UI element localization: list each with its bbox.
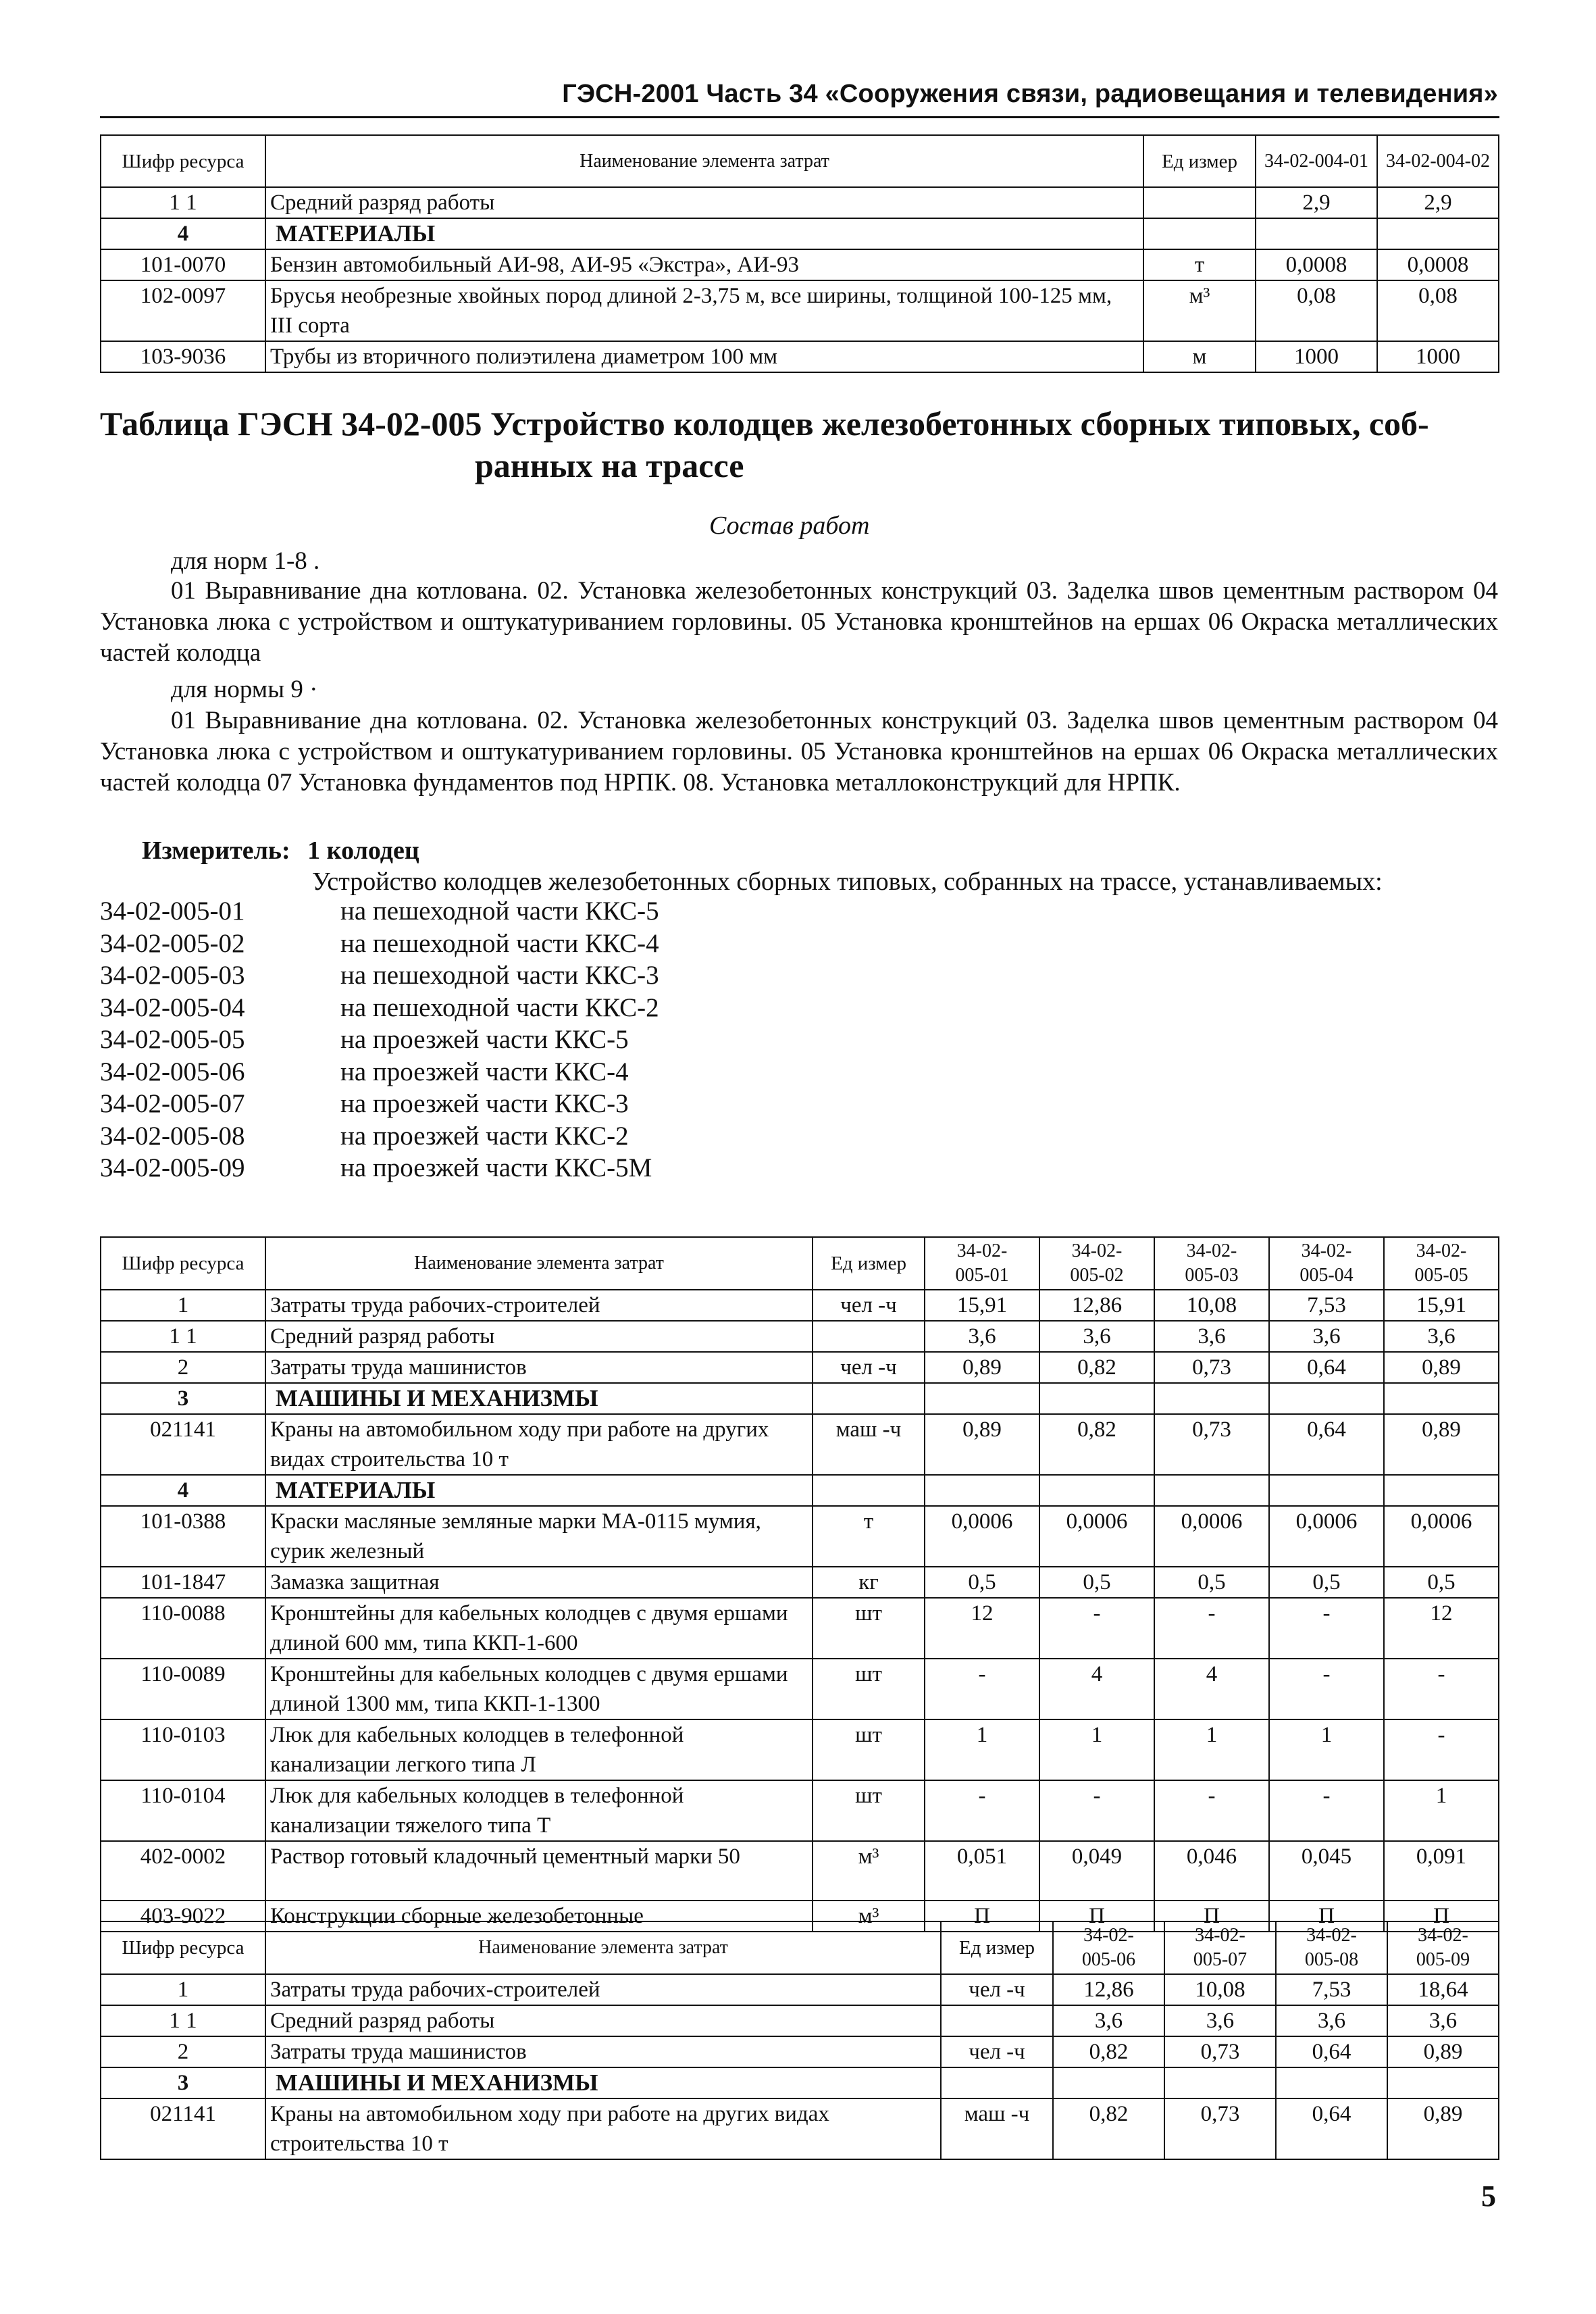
norm-text: на проезжей части ККС-3: [340, 1089, 629, 1118]
header-code-line: 34-02-: [956, 1240, 1008, 1261]
cell-value: 1: [925, 1719, 1039, 1780]
section-title: [100, 403, 1498, 486]
cell-unit: маш -ч: [941, 2098, 1053, 2159]
norm-code: 34-02-005-09: [100, 1153, 245, 1182]
cell-value: 4: [1154, 1659, 1269, 1719]
cell-value: 0,08: [1377, 280, 1499, 341]
col-header-norm: [1154, 1237, 1269, 1290]
table-34-02-005-part1: [100, 1236, 1499, 1932]
cell-value: -: [1154, 1780, 1269, 1841]
cell-value: [1269, 1475, 1384, 1506]
cell-unit: кг: [813, 1567, 925, 1598]
cell-value: 7,53: [1269, 1290, 1384, 1321]
cell-unit: м: [1143, 341, 1256, 372]
cell-value: [1269, 1383, 1384, 1414]
col-header-norm: 34-02-004-01: [1256, 135, 1377, 187]
header-code-line: 34-02-: [1195, 1925, 1245, 1946]
header-code-line: 005-07: [1193, 1949, 1247, 1970]
header-code-line: 34-02-: [1416, 1240, 1467, 1261]
cell-name: Конструкции сборные железобетонные: [265, 1901, 813, 1932]
cell-value: 12,86: [1039, 1290, 1154, 1321]
cell-value: 18,64: [1387, 1974, 1499, 2005]
cell-name: Средний разряд работы: [265, 2005, 941, 2036]
list-item: [100, 1120, 659, 1153]
col-header-norm: [1276, 1921, 1387, 1974]
cell-name: Средний разряд работы: [265, 1321, 813, 1352]
cell-value: [925, 1383, 1039, 1414]
cell-name: Кронштейны для кабельных колодцев с двумя ершами длиной 600 мм, типа ККП-1-600: [265, 1598, 813, 1659]
cell-name: Раствор готовый кладочный цементный марки 50: [265, 1841, 813, 1901]
cell-value: [1384, 1383, 1499, 1414]
cell-value: 0,091: [1384, 1841, 1499, 1901]
cell-value: [1053, 2067, 1164, 2098]
cell-name: Люк для кабельных колодцев в телефонной канализации тяжелого типа Т: [265, 1780, 813, 1841]
cell-value: 1: [1039, 1719, 1154, 1780]
cell-value: 15,91: [1384, 1290, 1499, 1321]
cell-value: 2,9: [1256, 187, 1377, 218]
table-body: [101, 1290, 1499, 1932]
cell-value: 1: [1384, 1780, 1499, 1841]
section-title-line: ранных на трассе: [475, 447, 744, 484]
cell-code: 3: [101, 1383, 265, 1414]
col-header-code: Шифр ресурса: [101, 1237, 265, 1290]
cell-value: 1000: [1256, 341, 1377, 372]
cell-unit: шт: [813, 1659, 925, 1719]
header-code-line: 005-01: [955, 1265, 1009, 1286]
cell-value: 0,0006: [1384, 1506, 1499, 1567]
cell-name: Трубы из вторичного полиэтилена диаметром 100 мм: [265, 341, 1143, 372]
norm-text: на проезжей части ККС-4: [340, 1057, 629, 1086]
cell-code: 1: [101, 1290, 265, 1321]
cell-value: 0,045: [1269, 1841, 1384, 1901]
norm-text: на пешеходной части ККС-3: [340, 961, 659, 990]
norm-text: на пешеходной части ККС-5: [340, 897, 659, 926]
col-header-norm: [1384, 1237, 1499, 1290]
list-item: [100, 895, 659, 928]
cell-value: 1: [1154, 1719, 1269, 1780]
cell-code: 110-0088: [101, 1598, 265, 1659]
cell-unit: [813, 1321, 925, 1352]
cell-value: 0,82: [1053, 2098, 1164, 2159]
cell-unit: шт: [813, 1719, 925, 1780]
cell-value: 10,08: [1164, 1974, 1276, 2005]
cell-value: 3,6: [1384, 1321, 1499, 1352]
table-header-row: [101, 1237, 1499, 1290]
cell-unit: [813, 1383, 925, 1414]
cell-value: [1164, 2067, 1276, 2098]
header-rule: [100, 116, 1499, 118]
meter-label: Измеритель:: [142, 836, 290, 865]
page-number: 5: [1481, 2180, 1496, 2213]
cell-value: 3,6: [925, 1321, 1039, 1352]
cell-name: Замазка защитная: [265, 1567, 813, 1598]
cell-code: 1 1: [101, 187, 265, 218]
norm-code: 34-02-005-04: [100, 992, 245, 1022]
work-composition-text: 01 Выравнивание дна котлована. 02. Установка железобетонных конструкций 03. Заделка швов цементным раствором 04 Установка люка с устройством и оштукатуриванием горловины. 05 Установка кронштейнов на ершах 06 Окраска металлических частей колодца: [100, 577, 1498, 667]
col-header-unit: Ед измер: [1143, 135, 1256, 187]
cell-unit: чел -ч: [941, 2036, 1053, 2067]
cell-value: 1000: [1377, 341, 1499, 372]
cell-value: 3,6: [1269, 1321, 1384, 1352]
cell-value: -: [1269, 1659, 1384, 1719]
table-row: [101, 1383, 1499, 1414]
cell-code: 2: [101, 1352, 265, 1383]
cell-code: 1 1: [101, 2005, 265, 2036]
list-item: [100, 992, 659, 1024]
cell-value: 0,82: [1053, 2036, 1164, 2067]
norm-text: на проезжей части ККС-5М: [340, 1153, 652, 1182]
cell-value: -: [1384, 1719, 1499, 1780]
cell-value: П: [925, 1901, 1039, 1932]
table-body: [101, 1974, 1499, 2159]
cell-name: Затраты труда машинистов: [265, 2036, 941, 2067]
cell-unit: т: [1143, 249, 1256, 280]
cell-value: 0,5: [925, 1567, 1039, 1598]
cell-value: 0,89: [1384, 1352, 1499, 1383]
cell-value: 1: [1269, 1719, 1384, 1780]
cell-name: Средний разряд работы: [265, 187, 1143, 218]
cell-unit: [1143, 218, 1256, 249]
table-row: [101, 1475, 1499, 1506]
norm-text: на проезжей части ККС-2: [340, 1121, 629, 1151]
cell-unit: м³: [813, 1901, 925, 1932]
cell-name: Люк для кабельных колодцев в телефонной канализации легкого типа Л: [265, 1719, 813, 1780]
header-code-line: 005-05: [1414, 1265, 1468, 1286]
table-row: [101, 2036, 1499, 2067]
header-code-line: 005-08: [1304, 1949, 1359, 1970]
cell-value: [925, 1475, 1039, 1506]
cell-code: 103-9036: [101, 341, 265, 372]
cell-value: [1387, 2067, 1499, 2098]
list-item: [100, 1024, 659, 1056]
cell-section-title: МАТЕРИАЛЫ: [265, 218, 1143, 249]
cell-code: 102-0097: [101, 280, 265, 341]
cell-value: -: [1384, 1659, 1499, 1719]
cell-section-title: МАТЕРИАЛЫ: [265, 1475, 813, 1506]
cell-unit: чел -ч: [813, 1352, 925, 1383]
col-header-code: Шифр ресурса: [101, 135, 265, 187]
cell-value: [1377, 218, 1499, 249]
norm-list: [100, 895, 659, 1184]
cell-value: 0,82: [1039, 1414, 1154, 1475]
norm-code: 34-02-005-06: [100, 1057, 245, 1086]
cell-name: Затраты труда рабочих-строителей: [265, 1974, 941, 2005]
header-code-line: 34-02-: [1083, 1925, 1134, 1946]
cell-value: -: [1039, 1598, 1154, 1659]
cell-value: [1384, 1475, 1499, 1506]
cell-value: 0,046: [1154, 1841, 1269, 1901]
table-row: [101, 341, 1499, 372]
cell-value: 0,0006: [1039, 1506, 1154, 1567]
cell-name: Краны на автомобильном ходу при работе на других видах строительства 10 т: [265, 2098, 941, 2159]
cell-value: 0,08: [1256, 280, 1377, 341]
table-row: [101, 218, 1499, 249]
cell-value: П: [1269, 1901, 1384, 1932]
header-code-line: 005-03: [1185, 1265, 1239, 1286]
cell-value: 0,89: [1384, 1414, 1499, 1475]
cell-value: [1154, 1475, 1269, 1506]
col-header-norm: [1269, 1237, 1384, 1290]
cell-unit: [1143, 187, 1256, 218]
norm-code: 34-02-005-03: [100, 961, 245, 990]
table-row: [101, 280, 1499, 341]
cell-unit: чел -ч: [941, 1974, 1053, 2005]
table-row: [101, 1567, 1499, 1598]
col-header-unit: Ед измер: [813, 1237, 925, 1290]
cell-unit: [813, 1475, 925, 1506]
cell-value: 0,89: [1387, 2036, 1499, 2067]
running-header: ГЭСН-2001 Часть 34 «Сооружения связи, радиовещания и телевидения»: [562, 80, 1498, 108]
cell-value: 12: [925, 1598, 1039, 1659]
cell-value: 0,5: [1269, 1567, 1384, 1598]
cell-value: 0,5: [1039, 1567, 1154, 1598]
list-item: [100, 1056, 659, 1088]
list-item: [100, 959, 659, 992]
table-row: [101, 1659, 1499, 1719]
cell-value: 0,5: [1384, 1567, 1499, 1598]
cell-code: 402-0002: [101, 1841, 265, 1901]
cell-value: 3,6: [1053, 2005, 1164, 2036]
norm-code: 34-02-005-02: [100, 928, 245, 958]
cell-value: 0,051: [925, 1841, 1039, 1901]
list-item: [100, 1152, 659, 1184]
cell-section-title: МАШИНЫ И МЕХАНИЗМЫ: [265, 1383, 813, 1414]
table-row: [101, 1974, 1499, 2005]
table-row: [101, 2098, 1499, 2159]
cell-unit: т: [813, 1506, 925, 1567]
cell-value: 0,64: [1269, 1352, 1384, 1383]
cell-code: 021141: [101, 1414, 265, 1475]
header-code-line: 005-02: [1070, 1265, 1124, 1286]
cell-unit: м³: [1143, 280, 1256, 341]
cell-value: -: [1154, 1598, 1269, 1659]
meter-value: 1 колодец: [307, 836, 419, 865]
cell-value: 3,6: [1039, 1321, 1154, 1352]
table-row: [101, 1290, 1499, 1321]
cell-value: -: [1269, 1598, 1384, 1659]
cell-value: 0,0008: [1377, 249, 1499, 280]
norms-label: для норм 1-8 .: [171, 547, 320, 575]
cell-value: [1154, 1383, 1269, 1414]
table-34-02-005-part2: [100, 1921, 1499, 2160]
table-row: [101, 187, 1499, 218]
cell-code: 110-0089: [101, 1659, 265, 1719]
cell-value: 3,6: [1164, 2005, 1276, 2036]
cell-value: 0,64: [1269, 1414, 1384, 1475]
list-item: [100, 928, 659, 960]
cell-code: 1 1: [101, 1321, 265, 1352]
cell-value: 0,0006: [1154, 1506, 1269, 1567]
cell-code: 1: [101, 1974, 265, 2005]
cell-value: 0,0008: [1256, 249, 1377, 280]
norms-label: для нормы 9 ·: [171, 676, 318, 703]
cell-value: 0,73: [1164, 2098, 1276, 2159]
cell-code: 4: [101, 1475, 265, 1506]
col-header-norm: [925, 1237, 1039, 1290]
cell-value: 4: [1039, 1659, 1154, 1719]
table-row: [101, 1719, 1499, 1780]
cell-unit: маш -ч: [813, 1414, 925, 1475]
cell-value: 0,64: [1276, 2036, 1387, 2067]
cell-value: [1039, 1475, 1154, 1506]
col-header-name: Наименование элемента затрат: [265, 135, 1143, 187]
header-code-line: 34-02-: [1071, 1240, 1123, 1261]
table-row: [101, 249, 1499, 280]
cell-value: 7,53: [1276, 1974, 1387, 2005]
cell-code: 101-0388: [101, 1506, 265, 1567]
header-code-line: 005-04: [1299, 1265, 1354, 1286]
cell-name: Бензин автомобильный АИ-98, АИ-95 «Экстра», АИ-93: [265, 249, 1143, 280]
cell-unit: [941, 2067, 1053, 2098]
cell-code: 021141: [101, 2098, 265, 2159]
cell-value: П: [1039, 1901, 1154, 1932]
cell-value: 0,73: [1154, 1414, 1269, 1475]
cell-code: 101-0070: [101, 249, 265, 280]
cell-value: 0,0006: [1269, 1506, 1384, 1567]
cell-value: [1256, 218, 1377, 249]
list-item: [100, 1088, 659, 1120]
table-row: [101, 1841, 1499, 1901]
cell-value: 3,6: [1276, 2005, 1387, 2036]
cell-name: Кронштейны для кабельных колодцев с двумя ершами длиной 1300 мм, типа ККП-1-1300: [265, 1659, 813, 1719]
header-code-line: 005-06: [1081, 1949, 1136, 1970]
cell-value: 10,08: [1154, 1290, 1269, 1321]
table-row: [101, 1598, 1499, 1659]
table-header-row: [101, 1921, 1499, 1974]
cell-value: 0,049: [1039, 1841, 1154, 1901]
cell-value: 2,9: [1377, 187, 1499, 218]
cell-unit: шт: [813, 1780, 925, 1841]
table-row: [101, 1321, 1499, 1352]
cell-name: Затраты труда рабочих-строителей: [265, 1290, 813, 1321]
cell-name: Краски масляные земляные марки МА-0115 мумия, сурик железный: [265, 1506, 813, 1567]
work-composition-subtitle: Состав работ: [709, 511, 870, 540]
col-header-code: Шифр ресурса: [101, 1921, 265, 1974]
cell-value: 12: [1384, 1598, 1499, 1659]
cell-value: 0,82: [1039, 1352, 1154, 1383]
table-row: [101, 2005, 1499, 2036]
col-header-unit: Ед измер: [941, 1921, 1053, 1974]
norm-code: 34-02-005-07: [100, 1089, 245, 1118]
meter-line: [142, 835, 419, 866]
cell-value: 0,89: [925, 1352, 1039, 1383]
header-code-line: 34-02-: [1418, 1925, 1468, 1946]
norm-text: на пешеходной части ККС-2: [340, 992, 659, 1022]
col-header-norm: 34-02-004-02: [1377, 135, 1499, 187]
norms-intro: Устройство колодцев железобетонных сборных типовых, собранных на трассе, устанавливаемых:: [312, 867, 1383, 896]
col-header-norm: [1039, 1237, 1154, 1290]
cell-name: Брусья необрезные хвойных пород длиной 2-3,75 м, все ширины, толщиной 100-125 мм, III сорта: [265, 280, 1143, 341]
cell-code: 3: [101, 2067, 265, 2098]
cell-value: 0,0006: [925, 1506, 1039, 1567]
cell-code: 110-0104: [101, 1780, 265, 1841]
cell-value: 3,6: [1154, 1321, 1269, 1352]
cell-value: 0,5: [1154, 1567, 1269, 1598]
col-header-norm: [1387, 1921, 1499, 1974]
cell-value: -: [1039, 1780, 1154, 1841]
cell-section-title: МАШИНЫ И МЕХАНИЗМЫ: [265, 2067, 941, 2098]
cell-unit: м³: [813, 1841, 925, 1901]
cell-value: П: [1154, 1901, 1269, 1932]
norm-code: 34-02-005-08: [100, 1121, 245, 1151]
cell-value: 3,6: [1387, 2005, 1499, 2036]
header-code-line: 34-02-: [1301, 1240, 1352, 1261]
table-row: [101, 1414, 1499, 1475]
cell-value: 12,86: [1053, 1974, 1164, 2005]
table-row: [101, 1506, 1499, 1567]
col-header-name: Наименование элемента затрат: [265, 1237, 813, 1290]
table-row: [101, 1352, 1499, 1383]
cell-code: 110-0103: [101, 1719, 265, 1780]
cell-code: 2: [101, 2036, 265, 2067]
work-composition-text: 01 Выравнивание дна котлована. 02. Установка железобетонных конструкций 03. Заделка швов цементным раствором 04 Установка люка с устройством и оштукатуриванием горловины. 05 Установка кронштейнов на ершах 06 Окраска металлических частей колодца 07 Установка фундаментов под НРПК. 08. Установка металлоконструкций для НРПК.: [100, 707, 1498, 797]
cell-unit: шт: [813, 1598, 925, 1659]
col-header-norm: [1053, 1921, 1164, 1974]
header-code-line: 005-09: [1416, 1949, 1470, 1970]
col-header-norm: [1164, 1921, 1276, 1974]
header-code-line: 34-02-: [1186, 1240, 1237, 1261]
cell-code: 403-9022: [101, 1901, 265, 1932]
cell-unit: [941, 2005, 1053, 2036]
section-title-line: Таблица ГЭСН 34-02-005 Устройство колодцев железобетонных сборных типовых, соб-: [100, 405, 1429, 443]
norm-text: на проезжей части ККС-5: [340, 1025, 629, 1054]
cell-unit: чел -ч: [813, 1290, 925, 1321]
cell-value: -: [925, 1780, 1039, 1841]
cell-value: 0,89: [925, 1414, 1039, 1475]
table-header-row: [101, 135, 1499, 187]
cell-code: 4: [101, 218, 265, 249]
table-row: [101, 2067, 1499, 2098]
table-34-02-004: [100, 134, 1499, 373]
table-row: [101, 1780, 1499, 1841]
norm-text: на пешеходной части ККС-4: [340, 928, 659, 958]
cell-value: 0,73: [1164, 2036, 1276, 2067]
norm-code: 34-02-005-05: [100, 1025, 245, 1054]
cell-value: [1039, 1383, 1154, 1414]
cell-name: Краны на автомобильном ходу при работе на других видах строительства 10 т: [265, 1414, 813, 1475]
norm-code: 34-02-005-01: [100, 897, 245, 926]
cell-value: 0,64: [1276, 2098, 1387, 2159]
cell-value: [1276, 2067, 1387, 2098]
cell-value: 15,91: [925, 1290, 1039, 1321]
cell-value: 0,73: [1154, 1352, 1269, 1383]
cell-code: 101-1847: [101, 1567, 265, 1598]
cell-value: П: [1384, 1901, 1499, 1932]
cell-value: 0,89: [1387, 2098, 1499, 2159]
cell-value: -: [1269, 1780, 1384, 1841]
col-header-name: Наименование элемента затрат: [265, 1921, 941, 1974]
cell-value: -: [925, 1659, 1039, 1719]
header-code-line: 34-02-: [1306, 1925, 1357, 1946]
cell-name: Затраты труда машинистов: [265, 1352, 813, 1383]
